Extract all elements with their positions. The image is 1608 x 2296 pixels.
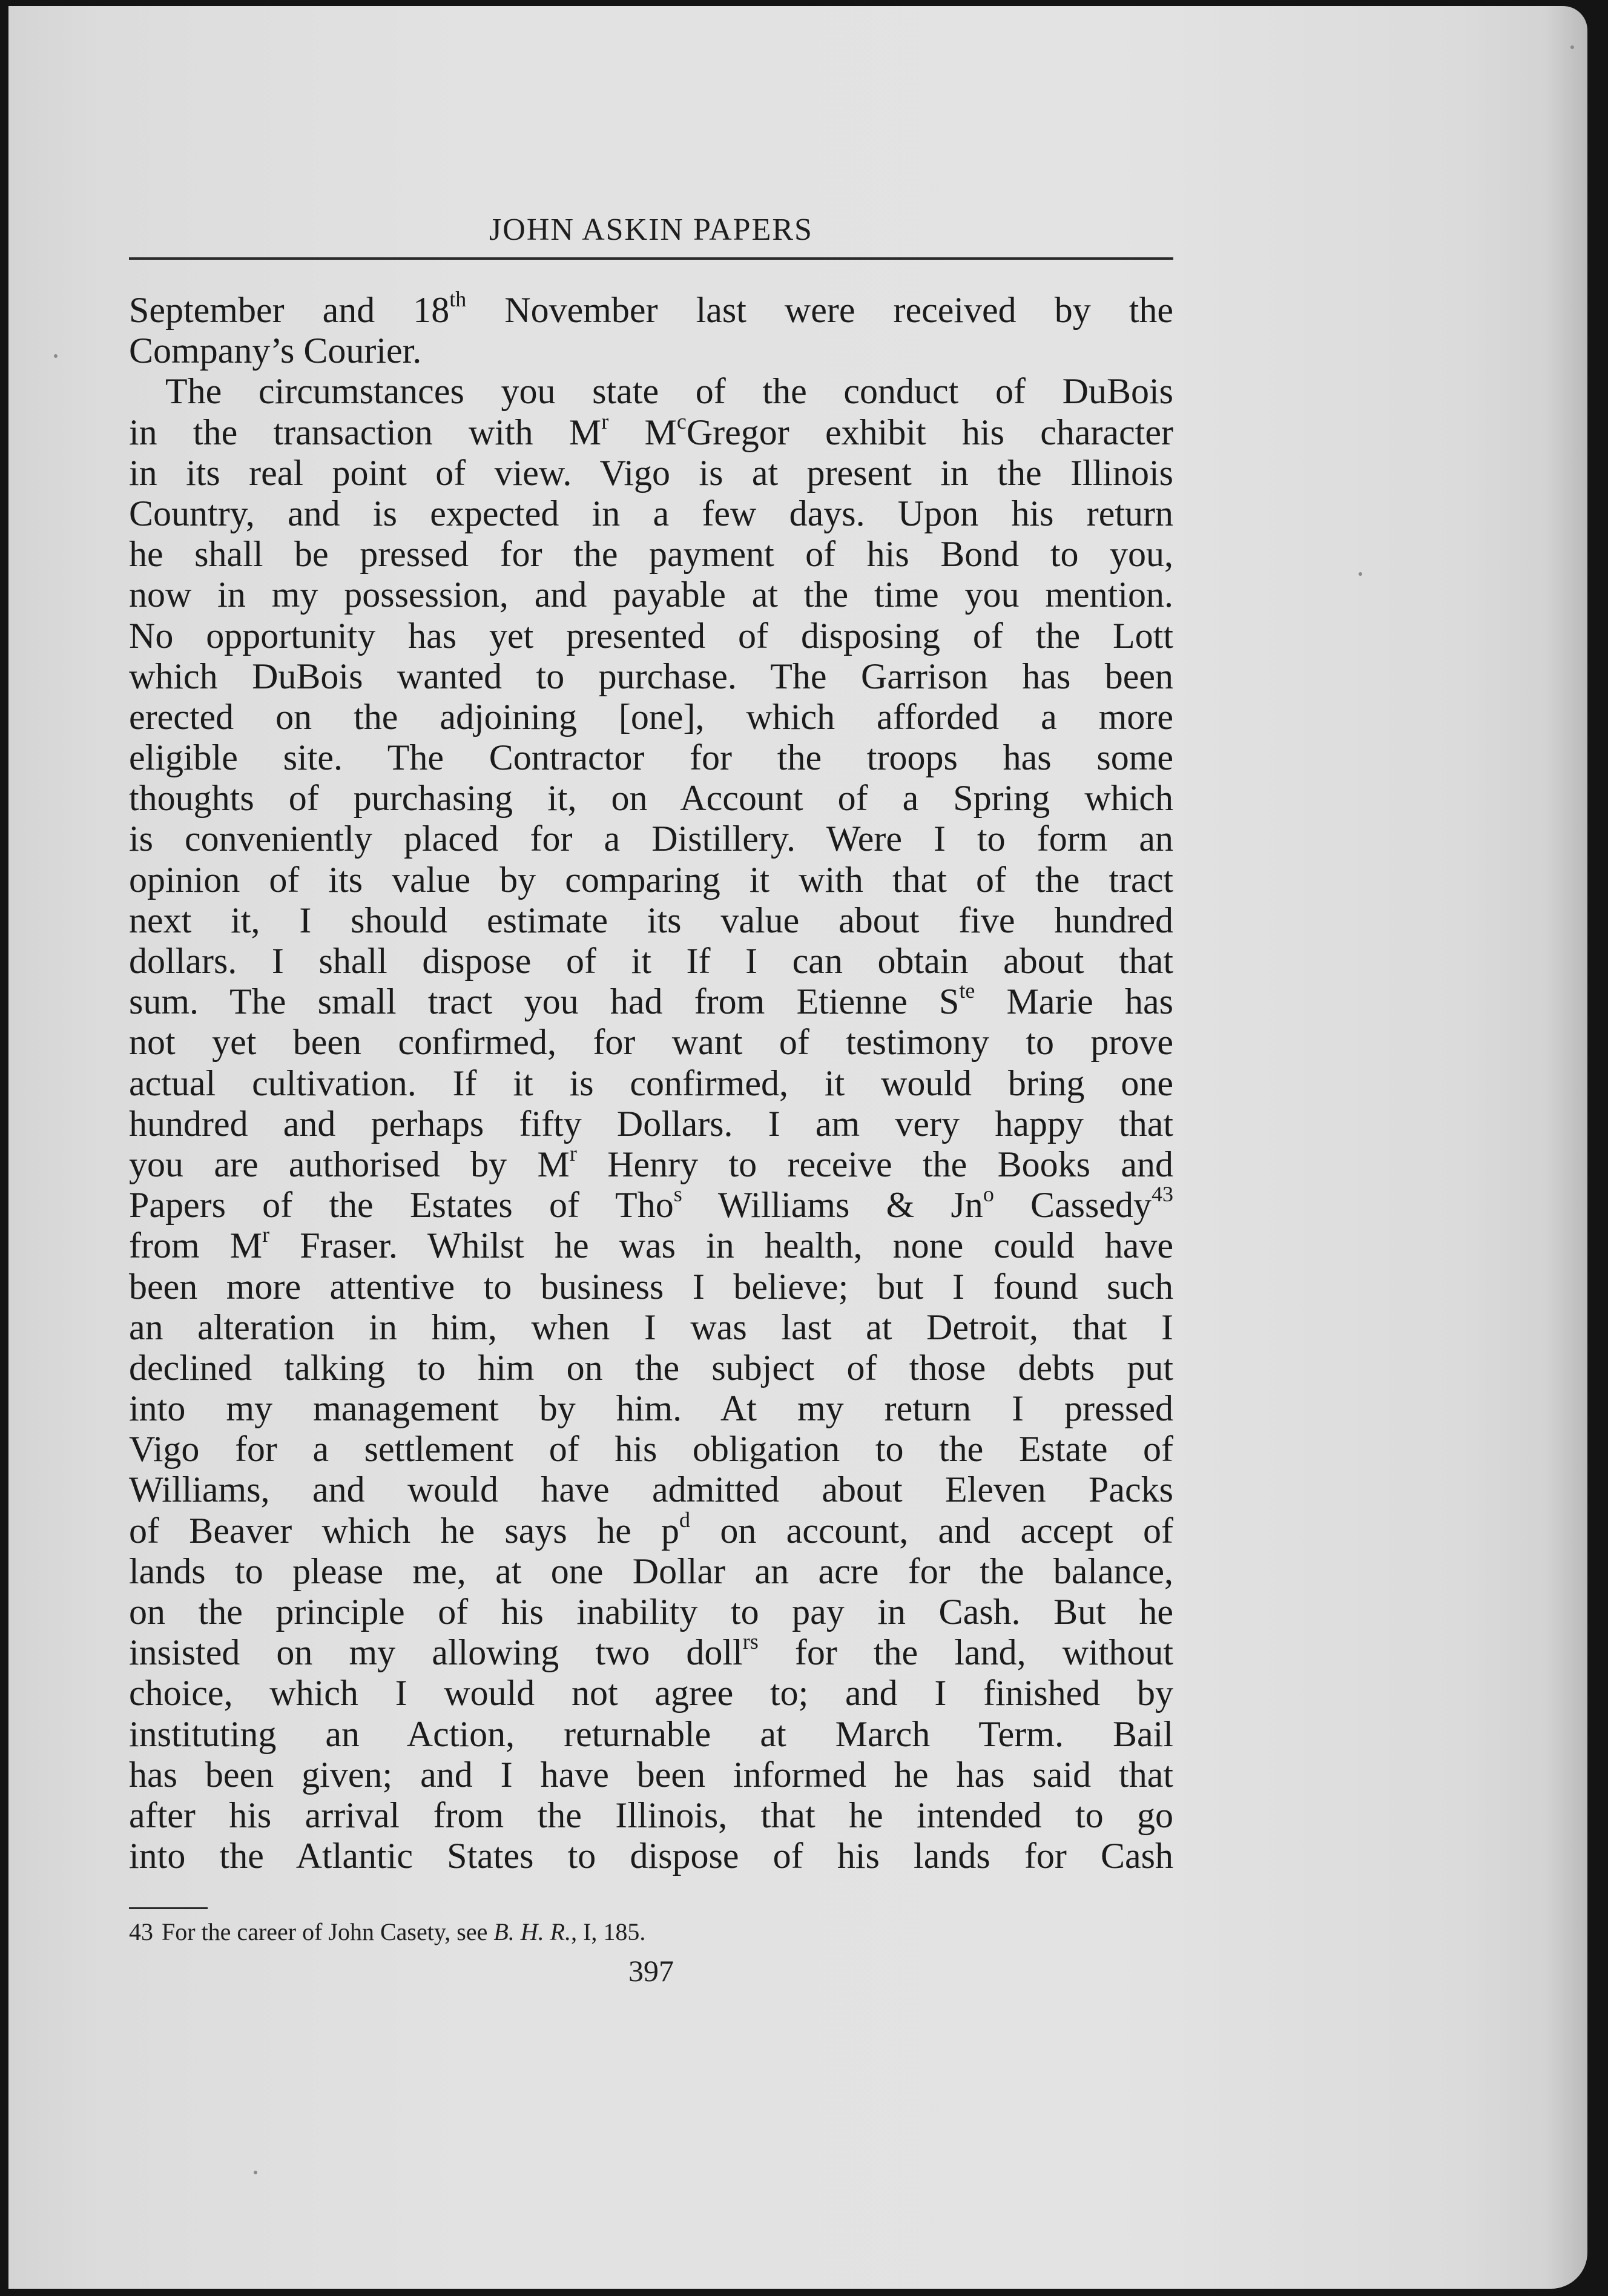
text-run: lands to please me, at one Dollar an acre for the balance, <box>129 1551 1173 1591</box>
footnote-rule <box>129 1907 208 1909</box>
superscript: c <box>676 409 687 434</box>
text-line <box>129 1141 1173 1185</box>
text-line <box>129 409 1173 453</box>
text-run: opinion of its value by comparing it with that of the tract <box>129 859 1173 900</box>
text-run: in the transaction with M <box>129 412 602 452</box>
text-line <box>129 1388 1173 1429</box>
header-rule <box>129 257 1173 260</box>
text-run: into the Atlantic States to dispose of his lands for Cash <box>129 1836 1173 1876</box>
text-run: Henry to receive the Books and <box>576 1144 1173 1184</box>
text-line <box>129 697 1173 737</box>
superscript: d <box>679 1507 691 1532</box>
text-line <box>129 1063 1173 1104</box>
text-run: actual cultivation. If it is confirmed, it would bring one <box>129 1063 1173 1103</box>
text-line <box>129 1429 1173 1470</box>
text-run: has been given; and I have been informed he has said that <box>129 1754 1173 1795</box>
text-line <box>129 1714 1173 1755</box>
text-run: erected on the adjoining [one], which afforded a more <box>129 696 1173 737</box>
text-run: which DuBois wanted to purchase. The Garrison has been <box>129 656 1173 696</box>
text-line <box>129 656 1173 697</box>
text-line <box>129 1755 1173 1795</box>
text-line <box>129 1592 1173 1632</box>
footnote-text-end: , I, 185. <box>571 1918 646 1945</box>
text-line <box>129 978 1174 1022</box>
text-line <box>129 860 1173 900</box>
superscript: te <box>959 978 975 1003</box>
text-run: The circumstances you state of the conduct of DuBois <box>165 371 1173 412</box>
text-line <box>129 534 1173 575</box>
superscript: 43 <box>1152 1182 1173 1207</box>
text-line <box>129 1182 1173 1226</box>
text-run: instituting an Action, returnable at March Term. Bail <box>129 1714 1173 1754</box>
text-line <box>129 1307 1173 1348</box>
text-run: not yet been confirmed, for want of testimony to prove <box>129 1022 1173 1063</box>
text-run: Fraser. Whilst he was in health, none could have <box>269 1226 1173 1266</box>
text-run: thoughts of purchasing it, on Account of a Spring which <box>129 778 1173 819</box>
body-text <box>129 287 1174 1876</box>
text-run: next it, I should estimate its value about five hundred <box>129 900 1173 940</box>
text-run: on account, and accept of <box>690 1510 1173 1551</box>
text-run: Cassedy <box>993 1185 1152 1226</box>
text-line <box>129 1795 1173 1836</box>
running-header: JOHN ASKIN PAPERS <box>489 213 813 247</box>
text-run: Papers of the Estates of Tho <box>129 1185 674 1226</box>
text-line <box>129 287 1174 331</box>
text-run: been more attentive to business I believe; but I found such <box>129 1266 1173 1307</box>
text-run: Williams & Jn <box>682 1185 983 1226</box>
text-run: in its real point of view. Vigo is at present in the Illinois <box>129 452 1173 493</box>
text-run: on the principle of his inability to pay in Cash. But he <box>129 1592 1173 1632</box>
text-run: M <box>608 412 677 452</box>
text-line <box>129 331 1173 371</box>
text-run: an alteration in him, when I was last at Detroit, that I <box>129 1307 1173 1347</box>
footnote-citation: B. H. R. <box>493 1918 572 1945</box>
text-line <box>129 1629 1173 1673</box>
text-line <box>129 778 1173 819</box>
text-run: insisted on my allowing two doll <box>129 1632 743 1673</box>
footnote-number: 43 <box>129 1918 153 1945</box>
text-line <box>129 453 1173 493</box>
paper-speck <box>254 2171 257 2174</box>
text-run: dollars. I shall dispose of it If I can obtain about that <box>129 941 1173 981</box>
text-run: he shall be pressed for the payment of his Bond to you, <box>129 534 1173 575</box>
text-line <box>129 1267 1173 1307</box>
text-run: Vigo for a settlement of his obligation to the Estate of <box>129 1429 1173 1470</box>
text-run: now in my possession, and payable at the time you mention. <box>129 575 1173 615</box>
superscript: rs <box>742 1629 759 1654</box>
text-run: into my management by him. At my return I pressed <box>129 1388 1173 1429</box>
text-line <box>129 1673 1173 1714</box>
text-run: Country, and is expected in a few days. Upon his return <box>129 493 1173 533</box>
paper-edge-shadow <box>1545 6 1587 2289</box>
superscript: th <box>449 287 467 311</box>
text-line <box>129 1507 1173 1551</box>
text-run: of Beaver which he says he p <box>129 1510 680 1551</box>
text-run: is conveniently placed for a Distillery. Were I to form an <box>129 819 1173 859</box>
text-line <box>129 1551 1173 1592</box>
paper-speck <box>1570 45 1574 49</box>
text-run: for the land, without <box>758 1632 1173 1673</box>
text-line <box>129 1104 1173 1144</box>
text-line <box>129 1836 1173 1876</box>
text-line <box>129 1470 1173 1510</box>
text-run: hundred and perhaps fifty Dollars. I am very happy that <box>129 1103 1173 1144</box>
footnote <box>129 1915 977 1949</box>
superscript: r <box>569 1141 577 1166</box>
text-run: after his arrival from the Illinois, that he intended to go <box>129 1795 1173 1835</box>
text-run: Williams, and would have admitted about Eleven Packs <box>129 1470 1173 1510</box>
text-run: choice, which I would not agree to; and I finished by <box>129 1673 1173 1714</box>
paper-speck <box>54 354 58 358</box>
text-run: from M <box>129 1226 263 1266</box>
paper-speck <box>1359 572 1362 576</box>
text-line <box>129 1222 1173 1266</box>
superscript: r <box>601 409 609 434</box>
superscript: s <box>673 1182 682 1207</box>
text-run: declined talking to him on the subject of those debts put <box>129 1347 1173 1388</box>
text-line <box>129 819 1173 859</box>
text-line <box>129 900 1173 941</box>
text-line <box>129 1348 1173 1388</box>
text-run: Marie has <box>975 981 1174 1022</box>
text-line <box>129 941 1173 981</box>
text-run: sum. The small tract you had from Etienne S <box>129 981 960 1022</box>
footnote-text: For the career of John Casety, see <box>162 1918 494 1945</box>
text-line <box>129 493 1173 534</box>
text-run: November last were received by the <box>466 290 1174 330</box>
text-run: Company’s Courier. <box>129 331 422 371</box>
text-line <box>129 1022 1173 1063</box>
superscript: o <box>983 1182 994 1207</box>
text-run: No opportunity has yet presented of disposing of the Lott <box>129 615 1173 656</box>
text-line <box>129 575 1173 615</box>
text-line <box>129 616 1173 656</box>
text-run: September and 18 <box>129 290 450 330</box>
text-run: eligible site. The Contractor for the troops has some <box>129 737 1173 778</box>
text-line <box>129 371 1173 412</box>
text-line <box>129 737 1173 778</box>
text-run: you are authorised by M <box>129 1144 570 1184</box>
text-run: Gregor exhibit his character <box>686 412 1173 452</box>
page-number: 397 <box>628 1954 674 1988</box>
superscript: r <box>262 1222 270 1247</box>
